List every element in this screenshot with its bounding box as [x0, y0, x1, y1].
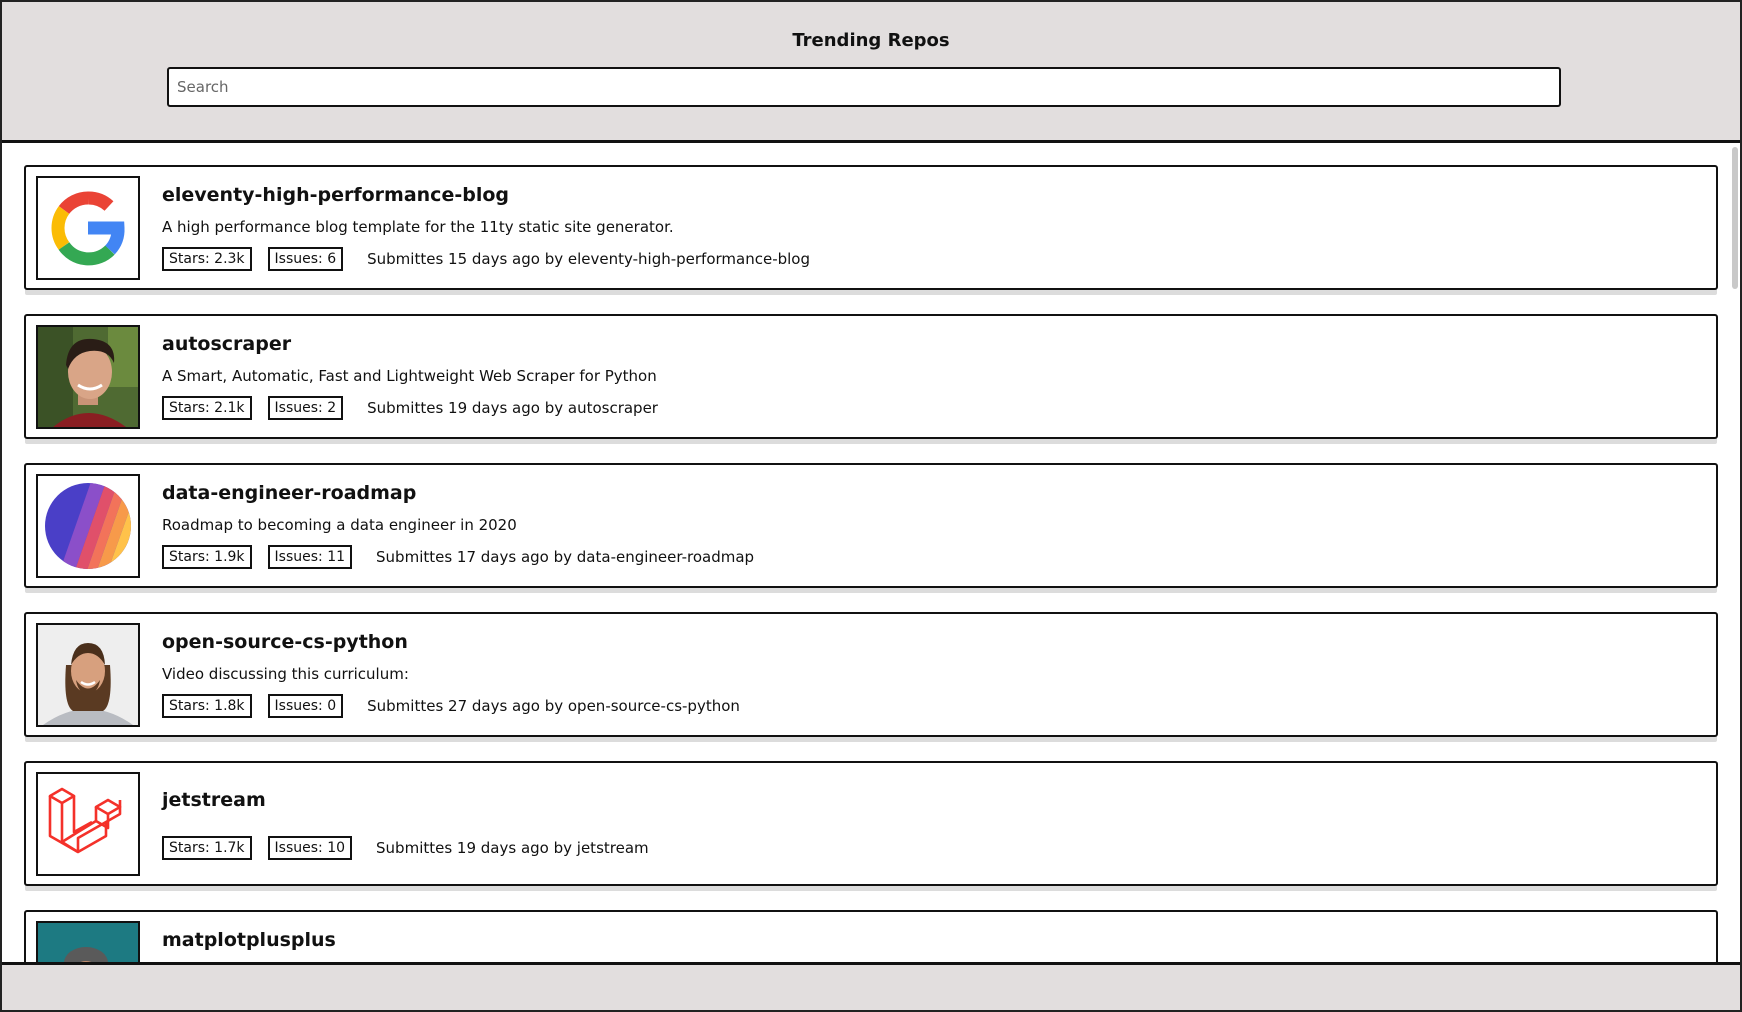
repo-name[interactable]: jetstream	[162, 789, 266, 811]
repo-name[interactable]: eleventy-high-performance-blog	[162, 184, 509, 206]
repo-meta	[162, 545, 754, 569]
google-logo-icon	[38, 178, 138, 278]
avatar	[36, 623, 140, 727]
search-input[interactable]	[167, 67, 1561, 107]
google-logo-icon	[36, 176, 140, 280]
submitted-text: Submittes 27 days ago by open-source-cs-python	[367, 697, 740, 715]
submitted-text: Submittes 15 days ago by eleventy-high-performance-blog	[367, 250, 811, 268]
submitted-text: Submittes 19 days ago by jetstream	[376, 839, 649, 857]
user-photo-avatar	[38, 327, 138, 427]
stars-badge: Stars: 1.8k	[162, 694, 252, 718]
user-photo-avatar	[38, 923, 138, 962]
stars-badge: Stars: 2.1k	[162, 396, 252, 420]
issues-badge: Issues: 6	[268, 247, 344, 271]
repo-name[interactable]: autoscraper	[162, 333, 292, 355]
issues-badge: Issues: 2	[268, 396, 344, 420]
repo-card[interactable]	[24, 463, 1718, 588]
stars-badge: Stars: 1.9k	[162, 545, 252, 569]
repo-description: Roadmap to becoming a data engineer in 2020	[162, 516, 517, 534]
repo-name[interactable]: data-engineer-roadmap	[162, 482, 417, 504]
header	[2, 2, 1740, 143]
repo-description: Video discussing this curriculum:	[162, 665, 409, 683]
repo-meta	[162, 396, 658, 420]
repo-meta	[162, 247, 810, 271]
avatar	[36, 772, 140, 876]
submitted-text: Submittes 19 days ago by autoscraper	[367, 399, 658, 417]
repo-description: A Smart, Automatic, Fast and Lightweight Web Scraper for Python	[162, 367, 657, 385]
repo-list[interactable]	[2, 143, 1740, 962]
gradient-circle-logo-icon	[38, 476, 138, 576]
page-title: Trending Repos	[792, 30, 950, 51]
stars-badge: Stars: 1.7k	[162, 836, 252, 860]
repo-meta	[162, 694, 740, 718]
repo-card[interactable]	[24, 761, 1718, 886]
avatar	[36, 921, 140, 962]
repo-card[interactable]	[24, 165, 1718, 290]
avatar	[36, 474, 140, 578]
footer	[2, 962, 1740, 1012]
laravel-logo-icon	[38, 774, 138, 874]
repo-card[interactable]	[24, 612, 1718, 737]
repo-card[interactable]	[24, 314, 1718, 439]
submitted-text: Submittes 17 days ago by data-engineer-roadmap	[376, 548, 755, 566]
repo-meta	[162, 836, 649, 860]
issues-badge: Issues: 10	[268, 836, 352, 860]
repo-card[interactable]	[24, 910, 1718, 962]
issues-badge: Issues: 11	[268, 545, 352, 569]
user-photo-avatar	[38, 625, 138, 725]
scrollbar[interactable]	[1732, 147, 1738, 289]
repo-name[interactable]: matplotplusplus	[162, 929, 336, 951]
issues-badge: Issues: 0	[268, 694, 344, 718]
repo-description: A high performance blog template for the 11ty static site generator.	[162, 218, 674, 236]
avatar	[36, 325, 140, 429]
stars-badge: Stars: 2.3k	[162, 247, 252, 271]
repo-name[interactable]: open-source-cs-python	[162, 631, 408, 653]
